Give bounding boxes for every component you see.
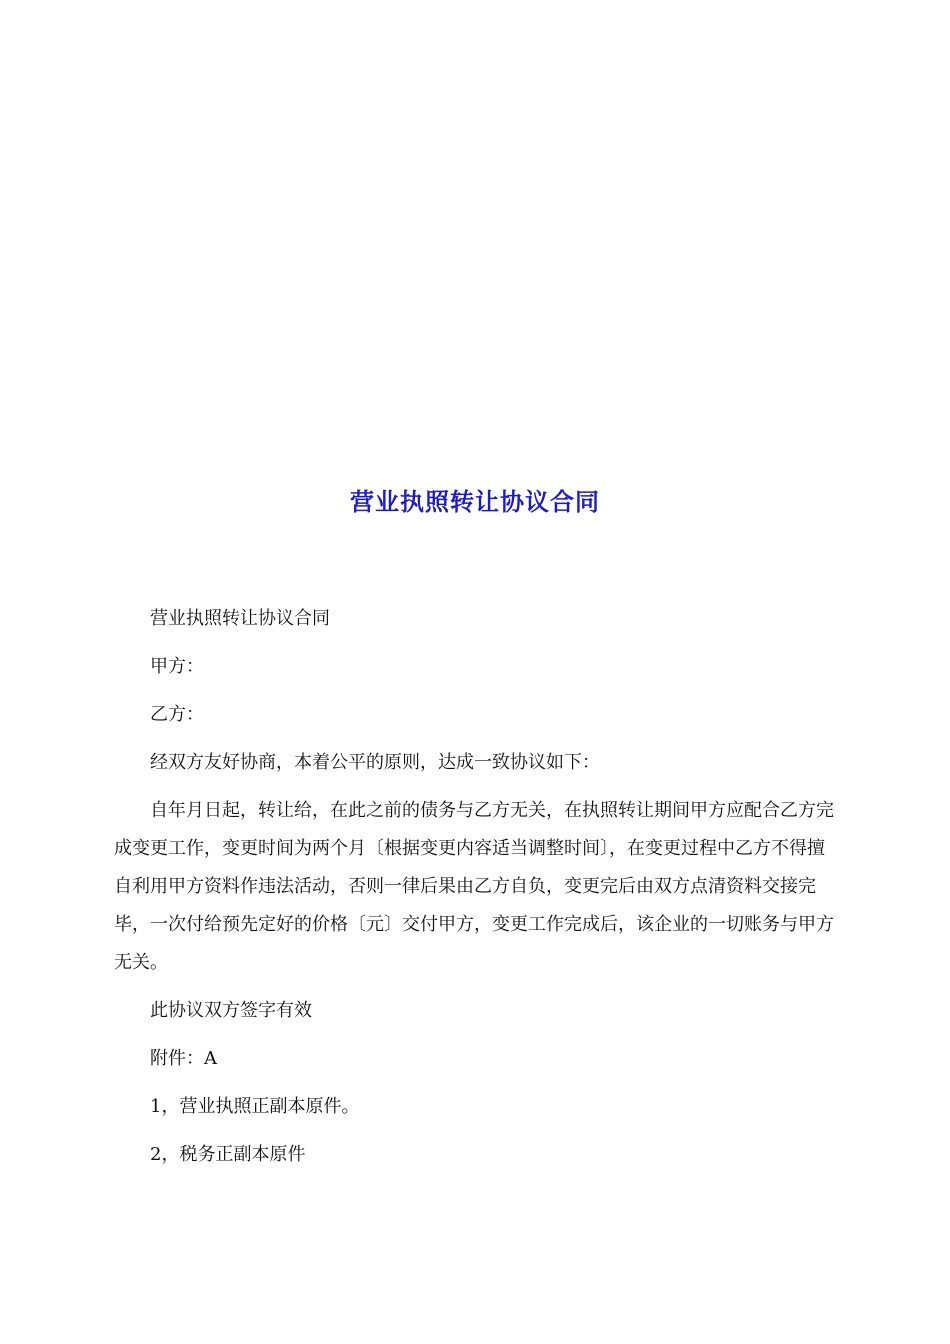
intro-line: 经双方友好协商，本着公平的原则，达成一致协议如下： xyxy=(150,752,600,773)
subtitle-line: 营业执照转让协议合同 xyxy=(150,608,330,629)
attachment-item-2: 2，税务正副本原件 xyxy=(150,1144,306,1165)
attachment-item-1: 1，营业执照正副本原件。 xyxy=(150,1096,360,1117)
party-a-line: 甲方： xyxy=(150,656,204,677)
validity-line: 此协议双方签字有效 xyxy=(150,1000,312,1021)
party-b-line: 乙方： xyxy=(150,704,204,725)
attachment-line: 附件：A xyxy=(150,1048,217,1069)
document-body xyxy=(114,600,838,1184)
document-title: 营业执照转让协议合同 xyxy=(350,488,600,516)
main-paragraph: 自年月日起，转让给，在此之前的债务与乙方无关，在执照转让期间甲方应配合乙方完成变更工作，变更时间为两个月〔根据变更内容适当调整时间〕，在变更过程中乙方不得擅自利用甲方资料作违法活动，否则一律后果由乙方自负，变更完后由双方点清资料交接完毕，一次付给预先定好的价格〔元〕交付甲方，变更工作完成后，该企业的一切账务与甲方无关。 xyxy=(114,800,834,973)
